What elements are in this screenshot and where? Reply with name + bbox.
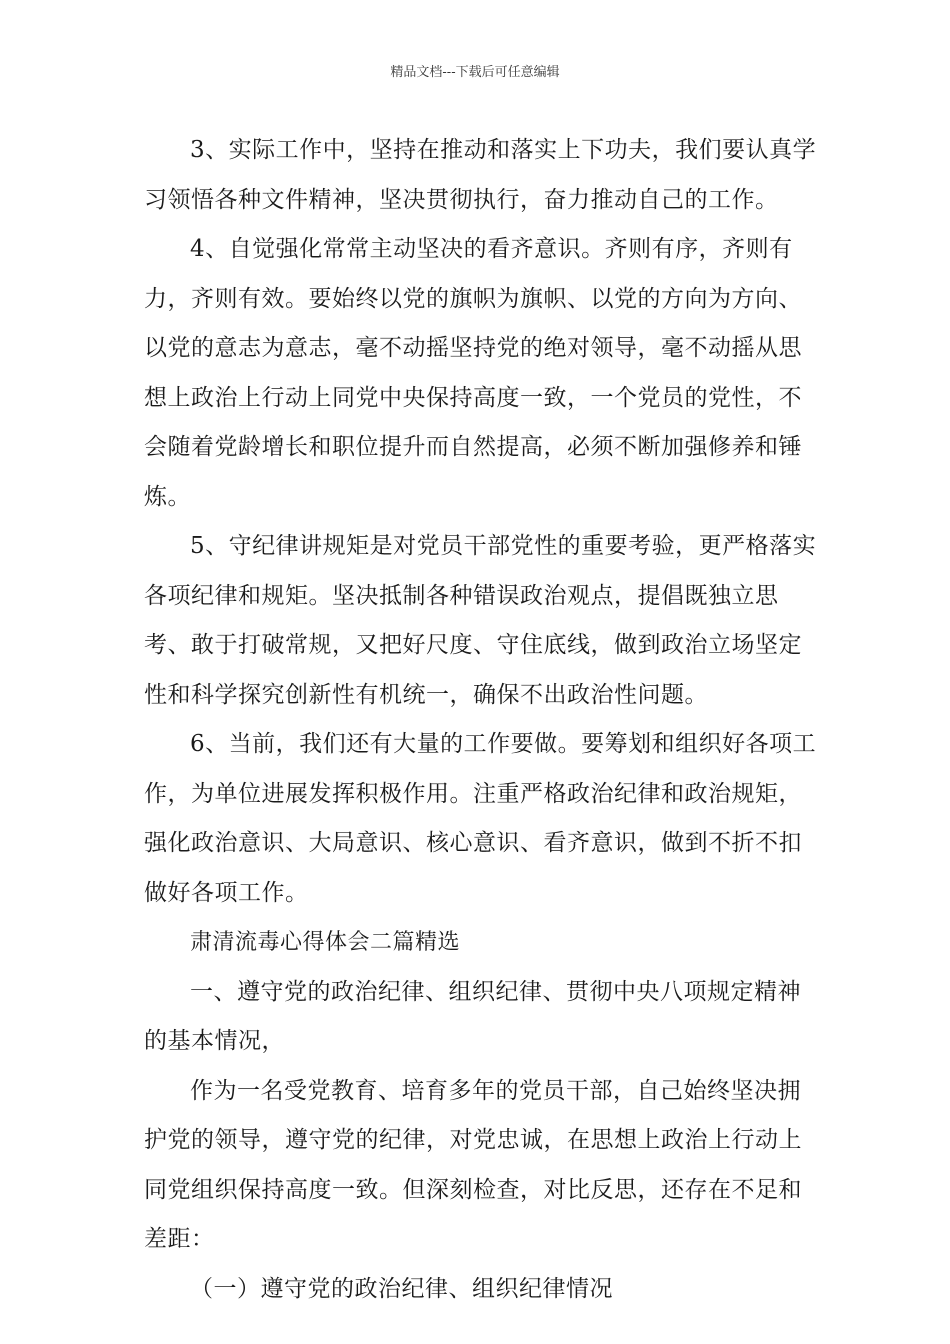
section-one-body: 作为一名受党教育、培育多年的党员干部，自己始终坚决拥护党的领导，遵守党的纪律，对党忠诚，在思想上政治上行动上同党组织保持高度一致。但深刻检查，对比反思，还存在不足和差距： xyxy=(144,1077,802,1252)
paragraph-3: 3、实际工作中，坚持在推动和落实上下功夫，我们要认真学习领悟各种文件精神，坚决贯彻执行，奋力推动自己的工作。 xyxy=(144,137,817,213)
page-header: 精品文档---下载后可任意编辑 xyxy=(390,65,560,80)
section-one-heading: 一、遵守党的政治纪律、组织纪律、贯彻中央八项规定精神的基本情况， xyxy=(144,978,801,1054)
paragraph-6: 6、当前，我们还有大量的工作要做。要筹划和组织好各项工作，为单位进展发挥积极作用。注重严格政治纪律和政治规矩，强化政治意识、大局意识、核心意识、看齐意识，做到不折不扣做好各项工作。 xyxy=(144,731,817,906)
paragraph-4: 4、自觉强化常常主动坚决的看齐意识。齐则有序，齐则有力，齐则有效。要始终以党的旗帜为旗帜、以党的方向为方向、以党的意志为意志，毫不动摇坚持党的绝对领导，毫不动摇从思想上政治上行动上同党中央保持高度一致，一个党员的党性，不会随着党龄增长和职位提升而自然提高，必须不断加强修养和锤炼。 xyxy=(144,236,802,510)
paragraph-5: 5、守纪律讲规矩是对党员干部党性的重要考验，更严格落实各项纪律和规矩。坚决抵制各种错误政治观点，提倡既独立思考、敢于打破常规，又把好尺度、守住底线，做到政治立场坚定性和科学探究创新性有机统一，确保不出政治性问题。 xyxy=(144,533,817,708)
subsection-heading: （一）遵守党的政治纪律、组织纪律情况 xyxy=(190,1275,613,1302)
section-title: 肃清流毒心得体会二篇精选 xyxy=(190,930,461,955)
document-body xyxy=(144,126,824,1314)
